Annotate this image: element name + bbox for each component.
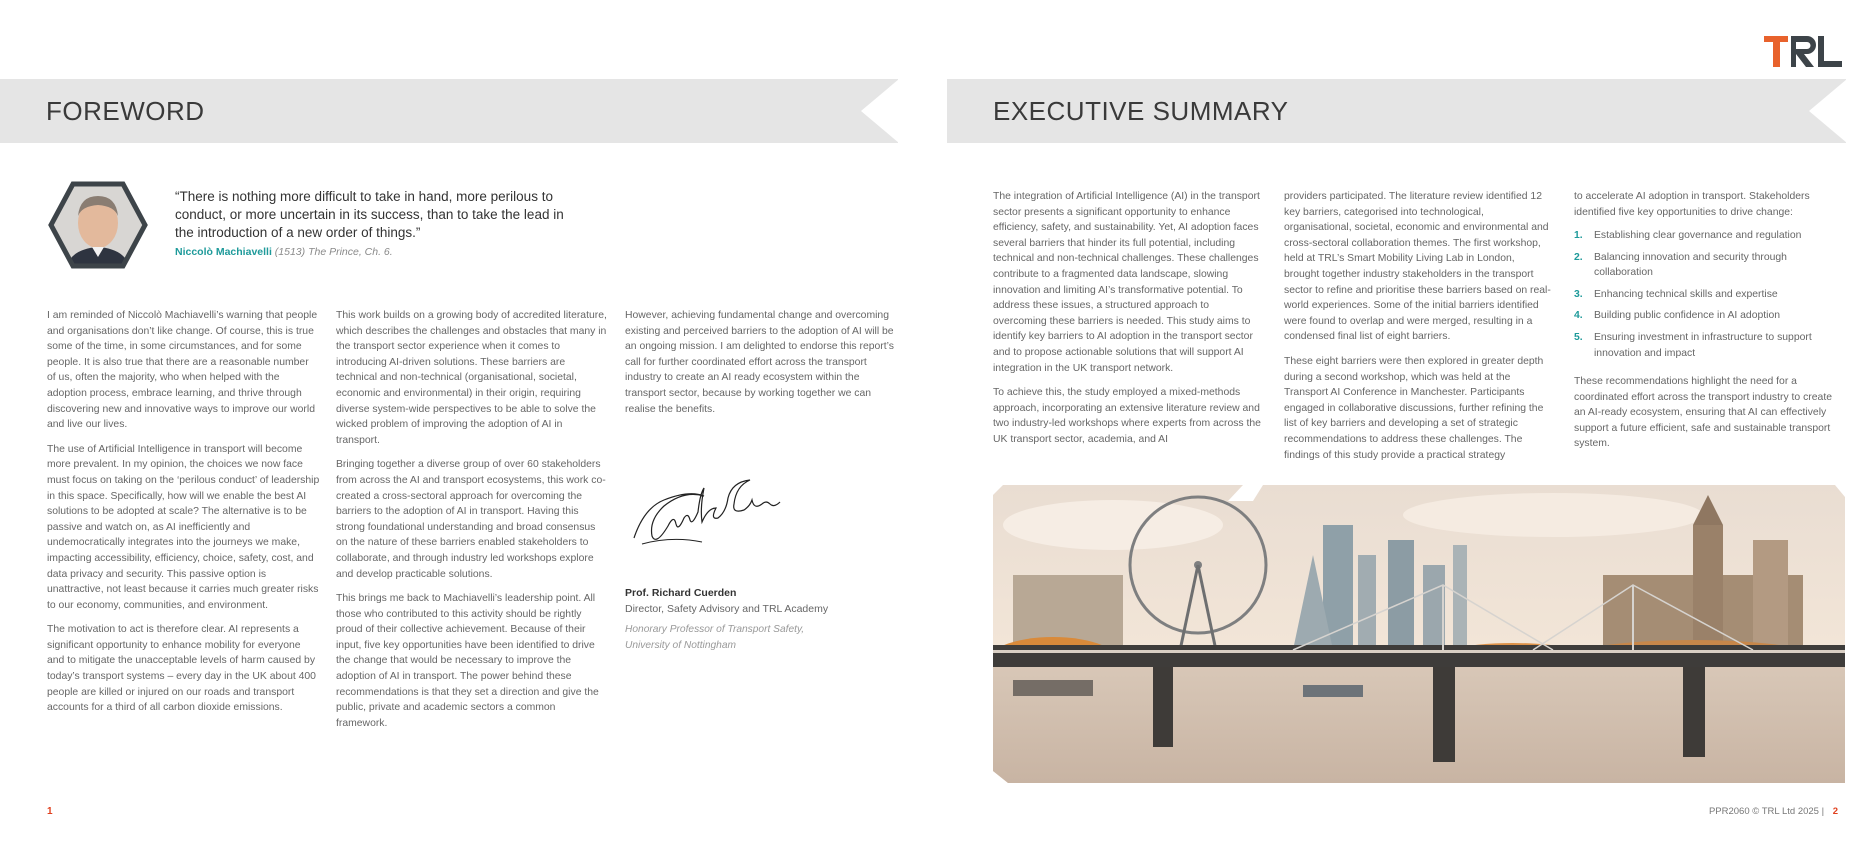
paragraph: To achieve this, the study employed a mixed-methods approach, incorporating an extensive literature review and two industry-led workshops where experts from across the UK transport sector, academia, and AI xyxy=(993,387,1261,445)
trl-logo xyxy=(1764,36,1844,70)
list-item xyxy=(1574,308,1839,324)
list-number: 2. xyxy=(1574,251,1583,263)
list-text: Enhancing technical skills and expertise xyxy=(1594,288,1778,300)
footer-separator: | xyxy=(1821,806,1825,817)
foreword-banner xyxy=(0,79,898,143)
paragraph: to accelerate AI adoption in transport. Stakeholders identified five key opportunities to drive change: xyxy=(1574,191,1810,218)
page-number-left: 1 xyxy=(47,806,53,817)
summary-column-3-intro xyxy=(1574,189,1842,229)
quote-source: (1513) The Prince, Ch. 6. xyxy=(274,246,393,258)
signatory-role: Director, Safety Advisory and TRL Academy xyxy=(625,603,829,615)
quote-attribution xyxy=(175,246,393,258)
signatory-name: Prof. Richard Cuerden xyxy=(625,587,737,599)
paragraph: However, achieving fundamental change and overcoming existing and perceived barriers to the adoption of AI will be an ongoing mission. I am delighted to endorse this report’s call for further coordinated effort across the transport industry to create an AI ready ecosystem within the transport sector, because by working together we can realise the benefits. xyxy=(625,310,894,415)
list-text: Ensuring investment in infrastructure to support innovation and impact xyxy=(1594,331,1812,359)
london-skyline-photo xyxy=(993,485,1845,783)
list-number: 4. xyxy=(1574,310,1583,322)
foreword-column-1 xyxy=(47,308,320,725)
paragraph: Bringing together a diverse group of over 60 stakeholders from across the AI and transport ecosystems, this work co-created a cross-sectoral approach for overcoming the barriers to the adoption of AI in transport. Having this strong foundational understanding and broad consensus on the nature of these barriers enabled stakeholders to collaborate, and through industry led workshops explore and develop practicable solutions. xyxy=(336,459,606,580)
trl-logo-mark xyxy=(1764,36,1844,70)
list-text: Establishing clear governance and regulation xyxy=(1594,230,1802,241)
paragraph: This brings me back to Machiavelli’s leadership point. All those who contributed to this activity should be rightly proud of their collective achievement. Because of their input, five key opportunities have been identified to drive the change that would be necessary to improve the adoption of AI in transport. The power behind these recommendations is that they set a direction and give the public, private and academic sectors a common framework. xyxy=(336,593,599,729)
handwritten-signature xyxy=(630,478,815,553)
list-text: Building public confidence in AI adoption xyxy=(1594,310,1781,322)
list-item xyxy=(1574,330,1839,361)
paragraph: These recommendations highlight the need for a coordinated effort across the transport industry to create an AI-ready ecosystem, ensuring that AI can effectively support a future efficient, safe and sustainable transport system. xyxy=(1574,376,1832,450)
summary-title: EXECUTIVE SUMMARY xyxy=(993,96,1289,126)
quote-author: Niccolò Machiavelli xyxy=(175,246,272,258)
paragraph: providers participated. The literature review identified 12 key barriers, categorised into technological, organisational, societal, economic and environmental and cross-sectoral collaboration themes. The first workshop, held at TRL’s Smart Mobility Living Lab in London, brought together industry stakeholders in the transport sector to refine and prioritise these barriers based on real-world experiences. Some of the initial barriers identified were found to overlap and were merged, resulting in a condensed final list of eight barriers. xyxy=(1284,191,1551,343)
foreword-column-2 xyxy=(336,308,608,740)
report-reference: PPR2060 xyxy=(1708,806,1750,817)
footer-info xyxy=(1709,806,1838,817)
banner-notch xyxy=(861,79,899,143)
summary-column-3-outro xyxy=(1574,374,1842,461)
list-number: 5. xyxy=(1574,331,1583,343)
list-number: 1. xyxy=(1574,230,1583,241)
banner-notch xyxy=(1809,79,1847,143)
list-item xyxy=(1574,287,1839,303)
paragraph: The motivation to act is therefore clear. AI represents a significant opportunity to enhance mobility for everyone and to mitigate the unacceptable levels of harm caused by today’s transport systems – every day in the UK about 400 people are killed or injured on our roads and transport accounts for a third of all carbon dioxide emissions. xyxy=(47,624,316,714)
list-number: 3. xyxy=(1574,288,1583,300)
copyright: © TRL Ltd 2025 xyxy=(1752,806,1819,817)
list-item xyxy=(1574,228,1839,244)
opportunities-list xyxy=(1574,228,1839,367)
paragraph: The use of Artificial Intelligence in transport will become more prevalent. In my opinion, the choices we now face must focus on taking on the ‘perilous conduct’ of leadership in this space. Specifically, how will we enable the best AI solutions to be adopted at scale? The alternative is to be passive and watch on, as AI inefficiently and undemocratically integrates into the journeys we make, impacting accessibility, efficiency, choice, safety, cost, and data privacy and security. This passive option is unattractive, not least because it carries much greater risks to our economy, communities, and environment. xyxy=(47,443,320,611)
foreword-title: FOREWORD xyxy=(46,96,205,126)
paragraph: The integration of Artificial Intelligence (AI) in the transport sector presents a significant opportunity to enhance efficiency, safety, and sustainability. Yet, AI adoption faces several barriers that hinder its full potential, including technical and non-technical challenges. These challenges contribute to a fragmented data landscape, slowing innovation and limiting AI’s transformative potential. To address these issues, a structured approach to overcoming these barriers is needed. This study aims to identify key barriers to AI adoption in the transport sector and to propose actionable solutions that will support AI integration in the UK transport network. xyxy=(993,191,1260,374)
page-number-right: 2 xyxy=(1832,806,1838,817)
summary-column-2 xyxy=(1284,189,1552,472)
paragraph: I am reminded of Niccolò Machiavelli’s warning that people and organisations don’t like change. Of course, this is true some of the time, in some circumstances, and for some people. It is also true that there are a reasonable number of us, often the majority, who when helped with the adoption process, embrace learning, and thrive through discovering new and innovative ways to improve our world and live our lives. xyxy=(47,310,318,431)
summary-banner xyxy=(947,79,1846,143)
foreword-quote: “There is nothing more difficult to take in hand, more perilous to conduct, or more uncertain in its success, than to take the lead in the introduction of a new order of things.” xyxy=(175,189,564,240)
summary-column-1 xyxy=(993,189,1261,457)
paragraph: This work builds on a growing body of accredited literature, which describes the challenges and obstacles that many in the transport sector experience when it comes to introducing AI-driven solutions. These barriers are technical and non-technical (organisational, societal, economic and environmental) in their origin, requiring diverse system-wide perspectives to be able to solve the wicked problem of improving the adoption of AI in transport. xyxy=(336,310,607,446)
paragraph: These eight barriers were then explored in greater depth during a second workshop, which was held at the Transport AI Conference in Manchester. Participants engaged in collaborative discussions, further refining the list of key barriers and developing a set of strategic recommendations to address these challenges. The findings of this study provide a practical strategy xyxy=(1284,355,1544,461)
list-item xyxy=(1574,250,1839,281)
signatory-honorary: Honorary Professor of Transport Safety, University of Nottingham xyxy=(625,624,805,651)
foreword-column-3 xyxy=(625,308,897,426)
list-text: Balancing innovation and security through collaboration xyxy=(1594,251,1787,279)
author-portrait xyxy=(48,181,148,269)
